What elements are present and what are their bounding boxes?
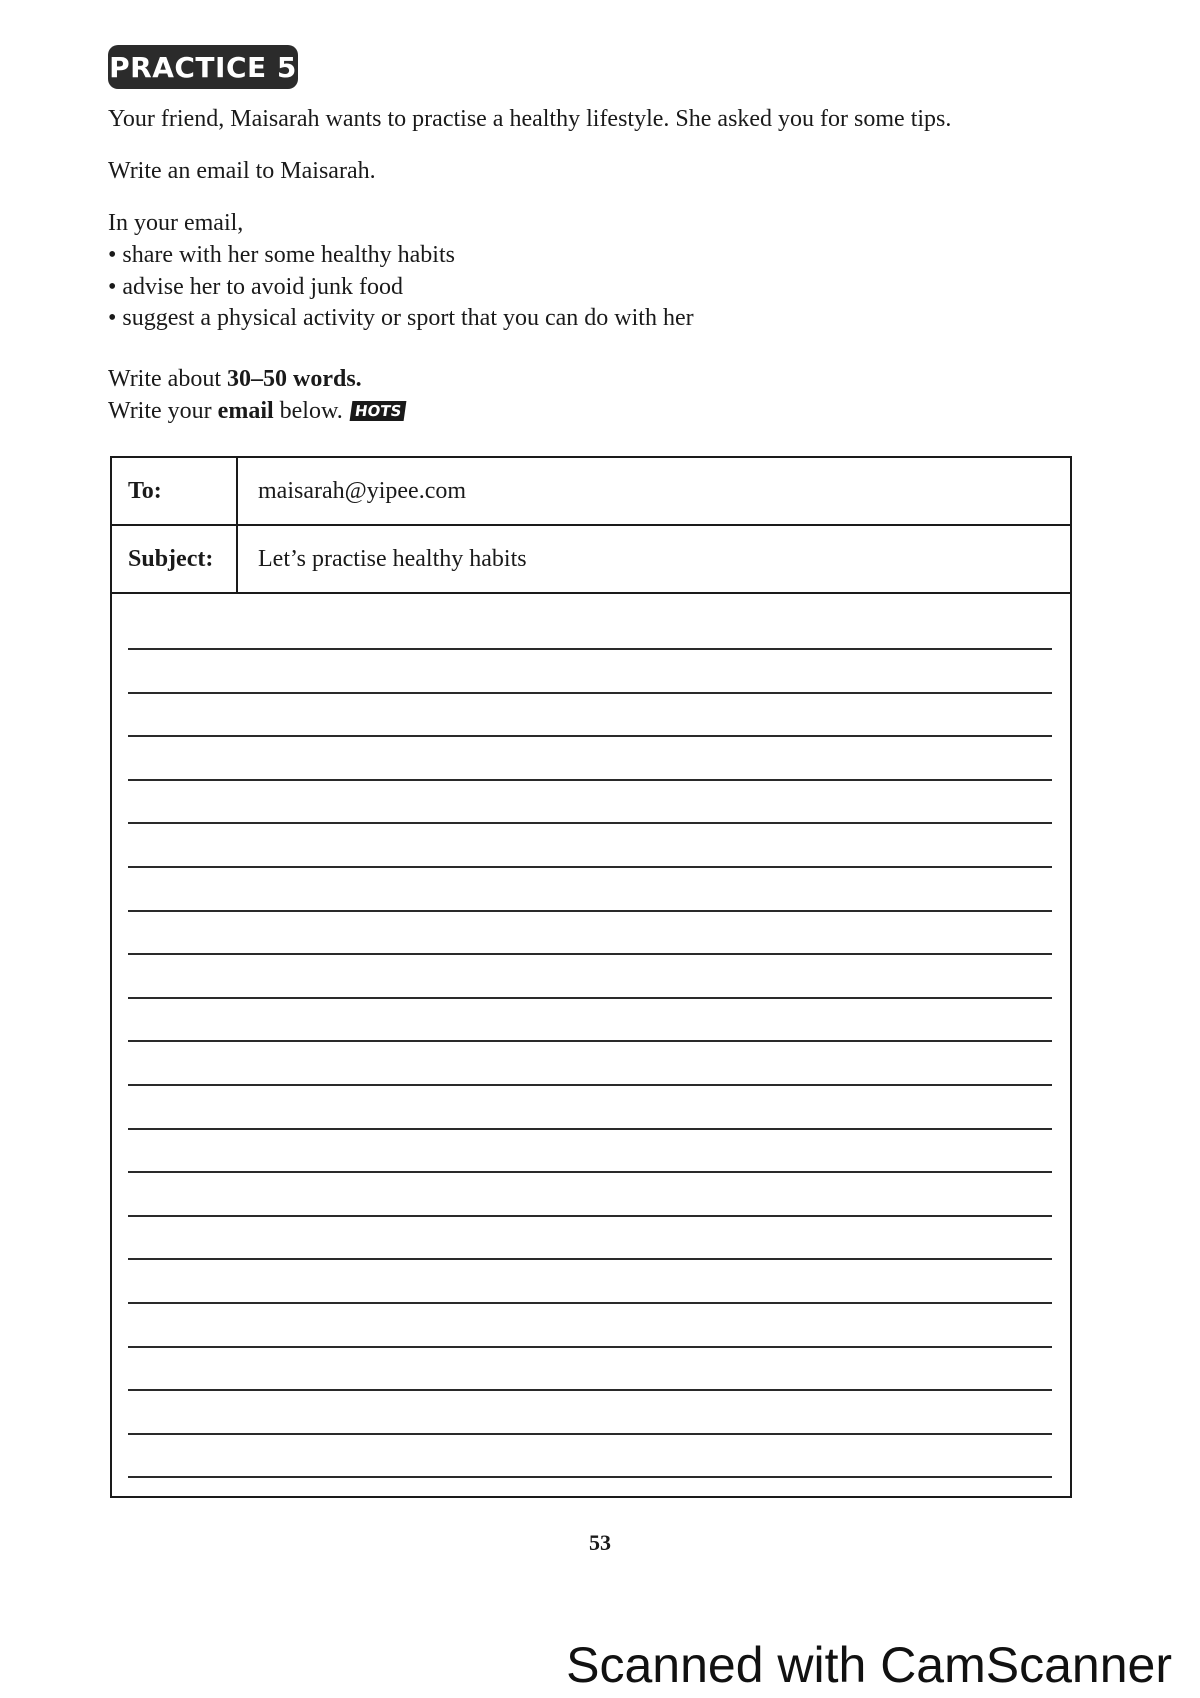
write-suffix: below.	[273, 398, 343, 424]
write-instruction	[108, 398, 405, 425]
writing-line	[128, 1084, 1052, 1086]
writing-line	[128, 1476, 1052, 1478]
writing-line	[128, 1215, 1052, 1217]
intro-text: Your friend, Maisarah wants to practise a healthy lifestyle. She asked you for some tips.	[108, 106, 952, 132]
bullet-list	[108, 240, 694, 335]
subject-label: Subject:	[112, 526, 238, 592]
task-text: Write an email to Maisarah.	[108, 158, 376, 184]
word-count: 30–50 words.	[227, 366, 362, 392]
page-number: 53	[589, 1530, 611, 1555]
word-prefix: Write about	[108, 366, 227, 392]
writing-line	[128, 866, 1052, 868]
to-row	[112, 458, 1070, 526]
camscanner-watermark: Scanned with CamScanner	[566, 1637, 1172, 1693]
writing-line	[128, 648, 1052, 650]
writing-line	[128, 953, 1052, 955]
writing-line	[128, 1258, 1052, 1260]
writing-line	[128, 910, 1052, 912]
bullet-item: • share with her some healthy habits	[108, 242, 455, 268]
writing-line	[128, 1171, 1052, 1173]
word-count-text	[108, 366, 362, 393]
writing-line	[128, 1433, 1052, 1435]
practice-badge: PRACTICE 5	[108, 45, 298, 89]
writing-line	[128, 1040, 1052, 1042]
write-prefix: Write your	[108, 398, 218, 424]
hots-icon: HOTS	[349, 401, 406, 421]
to-field[interactable]: maisarah@yipee.com	[258, 477, 467, 504]
subject-field[interactable]: Let’s practise healthy habits	[258, 545, 527, 572]
writing-line	[128, 735, 1052, 737]
lead-text: In your email,	[108, 210, 244, 236]
to-label: To:	[112, 458, 238, 524]
writing-line	[128, 822, 1052, 824]
writing-line	[128, 1302, 1052, 1304]
writing-line	[128, 692, 1052, 694]
writing-line	[128, 997, 1052, 999]
bullet-item: • suggest a physical activity or sport that you can do with her	[108, 305, 694, 331]
write-bold: email	[217, 398, 274, 424]
bullet-item: • advise her to avoid junk food	[108, 273, 404, 300]
writing-line	[128, 1346, 1052, 1348]
writing-line	[128, 1389, 1052, 1391]
email-form	[110, 456, 1072, 1498]
writing-line	[128, 1128, 1052, 1130]
writing-line	[128, 779, 1052, 781]
subject-row	[112, 526, 1070, 594]
